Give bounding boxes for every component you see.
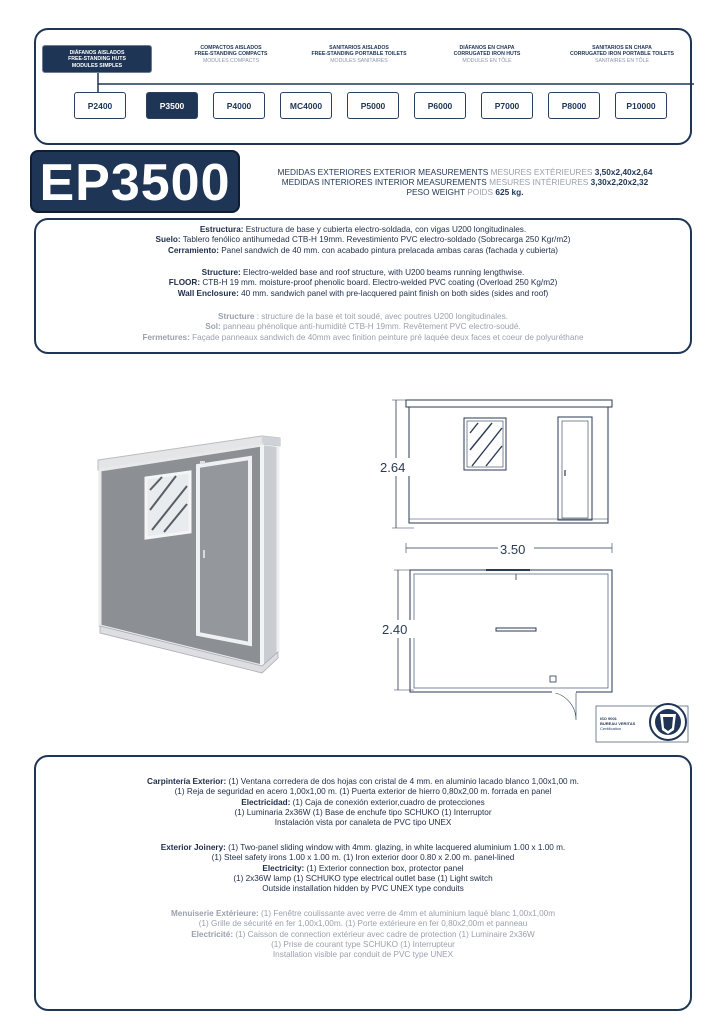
category-label-fr: SANITAIRES EN TÔLE: [594, 57, 649, 64]
model-button-p3500[interactable]: P3500: [146, 92, 198, 119]
category-free-standing-huts[interactable]: [42, 45, 152, 73]
joinery-line: Installation visible par conduit de PVC type UNEX: [272, 950, 454, 960]
model-button-p2400[interactable]: P2400: [74, 92, 126, 119]
length-dimension-label: 3.50: [500, 542, 526, 557]
module-photo: [90, 430, 380, 685]
category-label-es: SANITARIOS EN CHAPA: [592, 45, 652, 51]
category-corrugated-iron-huts[interactable]: [432, 45, 542, 64]
joinery-line: (1) 2x36W lamp (1) SCHUKO type electrical outlet base (1) Light switch: [233, 873, 493, 883]
interior-measurements: MEDIDAS INTERIORES INTERIOR MEASUREMENTS MESURES INTÉRIEURES 3,30x2,20x2,32: [281, 177, 649, 187]
category-label-es: COMPACTOS AISLADOS: [200, 45, 262, 51]
desc-line: Sol: panneau phénolique anti-humidité CTB-H 19mm. Revêtement PVC electro-soudé.: [205, 322, 521, 332]
category-label-fr: MODULES SIMPLES: [71, 62, 123, 69]
category-label-fr: MODULES EN TÔLE: [462, 57, 512, 64]
height-dimension-label: 2.64: [380, 460, 406, 475]
floor-plan-drawing: [378, 560, 614, 730]
model-button-mc4000[interactable]: MC4000: [280, 92, 332, 119]
category-label-en: FREE-STANDING HUTS: [68, 56, 126, 63]
cert-text: ISO 9001 BUREAU VERITAS Certification: [600, 716, 636, 731]
category-corrugated-iron-toilets[interactable]: [556, 45, 688, 64]
category-label-es: DIÁFANOS EN CHAPA: [459, 45, 515, 51]
model-button-p10000[interactable]: P10000: [615, 92, 667, 119]
category-label-es: SANITARIOS AISLADOS: [329, 45, 389, 51]
category-label-en: FREE-STANDING PORTABLE TOILETS: [311, 51, 407, 58]
description-es: [36, 225, 690, 256]
structure-description-panel: [34, 218, 692, 354]
category-portable-toilets[interactable]: [304, 45, 414, 64]
desc-line: Estructura: Estructura de base y cubierta electro-soldada, con vigas U200 longitudinales.: [199, 225, 527, 234]
category-label-en: FREE-STANDING COMPACTS: [194, 51, 268, 58]
joinery-line: (1) Prise de courant type SCHUKO (1) Interrupteur: [271, 939, 455, 949]
desc-line: Cerramiento: Panel sandwich de 40 mm. con acabado pintura prelacada ambas caras (fachada y cubierta): [167, 245, 559, 255]
description-en: [36, 268, 690, 299]
category-label-en: CORRUGATED IRON PORTABLE TOILETS: [569, 51, 675, 58]
model-button-p5000[interactable]: P5000: [347, 92, 399, 119]
desc-line: FLOOR: CTB-H 19 mm. moisture-proof phenolic board. Electro-welded PVC coating (Overload 250 Kg/m2): [168, 278, 558, 288]
desc-line: Structure: Electro-welded base and roof structure, with U200 beams running lengthwise.: [201, 268, 525, 277]
joinery-line: (1) Luminaria 2x36W (1) Base de enchufe tipo SCHUKO (1) Interruptor: [234, 807, 492, 817]
joinery-line: (1) Reja de seguridad en acero 1,00x1,00 m. (1) Puerta exterior de hierro 0,80x2,00 m. forrada en panel: [174, 787, 552, 797]
category-label-es: DIÁFANOS AISLADOS: [69, 50, 125, 56]
joinery-line: Carpintería Exterior: (1) Ventana corredera de dos hojas con cristal de 4 mm. en aluminio lacado blanco 1,00x1,00 m.: [147, 777, 579, 786]
desc-line: Suelo: Tablero fenólico antihumedad CTB-H 19mm. Revestimiento PVC electro-soldado (Sobrecarga 250 Kgr/m2): [155, 235, 571, 245]
weight: PESO WEIGHT POIDS 625 kg.: [406, 187, 524, 197]
joinery-line: Electricidad: (1) Caja de conexión exterior,cuadro de protecciones: [241, 797, 485, 807]
model-button-p8000[interactable]: P8000: [548, 92, 600, 119]
model-button-p4000[interactable]: P4000: [213, 92, 265, 119]
model-button-p6000[interactable]: P6000: [414, 92, 466, 119]
category-free-standing-compacts[interactable]: [176, 45, 286, 64]
joinery-electricity-panel: [34, 755, 692, 1011]
exterior-measurements: MEDIDAS EXTERIORES EXTERIOR MEASUREMENTS MESURES EXTÉRIEURES 3,50x2,40x2,64: [277, 167, 653, 177]
description-fr: [36, 312, 690, 343]
desc-line: Fermetures: Façade panneaux sandwich de 40mm avec finition peinture pré laquée deux faces et coeur de polyuréthane: [142, 332, 584, 342]
category-label-fr: MODULES COMPACTS: [202, 57, 260, 64]
front-elevation-drawing: [378, 388, 614, 558]
joinery-line: (1) Grille de sécurité en fer 1,00x1,00m. (1) Porte extérieure en fer 0,80x2,00m et panneau: [198, 919, 528, 929]
joinery-line: Exterior Joinery: (1) Two-panel sliding window with 4mm. glazing, in white lacquered aluminium 1.00 x 1.00 m.: [160, 843, 566, 852]
measurements-block: [255, 167, 675, 197]
joinery-fr: [36, 909, 690, 960]
product-title: EP3500: [30, 150, 240, 213]
joinery-es: [36, 777, 690, 828]
desc-line: Wall Enclosure: 40 mm. sandwich panel with pre-lacquered paint finish on both sides (sides and roof): [177, 288, 549, 298]
joinery-line: (1) Steel safety irons 1.00 x 1.00 m. (1) Iron exterior door 0.80 x 2.00 m. panel-lined: [211, 853, 515, 863]
joinery-line: Menuiserie Extérieure: (1) Fenêtre coulissante avec verre de 4mm et aluminium laqué blanc 1,00x1,00m: [170, 909, 556, 918]
desc-line: Structure : structure de la base et toit soudé, avec poutres U200 longitudinales.: [218, 312, 508, 321]
joinery-line: Electricité: (1) Caisson de connection extérieur avec cadre de protection (1) Luminaire 2x36W: [191, 929, 535, 939]
joinery-line: Electricity: (1) Exterior connection box, protector panel: [262, 863, 464, 873]
model-button-p7000[interactable]: P7000: [481, 92, 533, 119]
joinery-en: [36, 843, 690, 894]
category-label-fr: MODULES SANITAIRES: [330, 57, 388, 64]
joinery-line: Outside installation hidden by PVC UNEX type conduits: [262, 884, 464, 894]
width-dimension-label: 2.40: [382, 622, 408, 637]
joinery-line: Instalación vista por canaleta de PVC tipo UNEX: [274, 818, 452, 828]
product-range-panel: [34, 28, 692, 145]
category-label-en: CORRUGATED IRON HUTS: [453, 51, 521, 58]
